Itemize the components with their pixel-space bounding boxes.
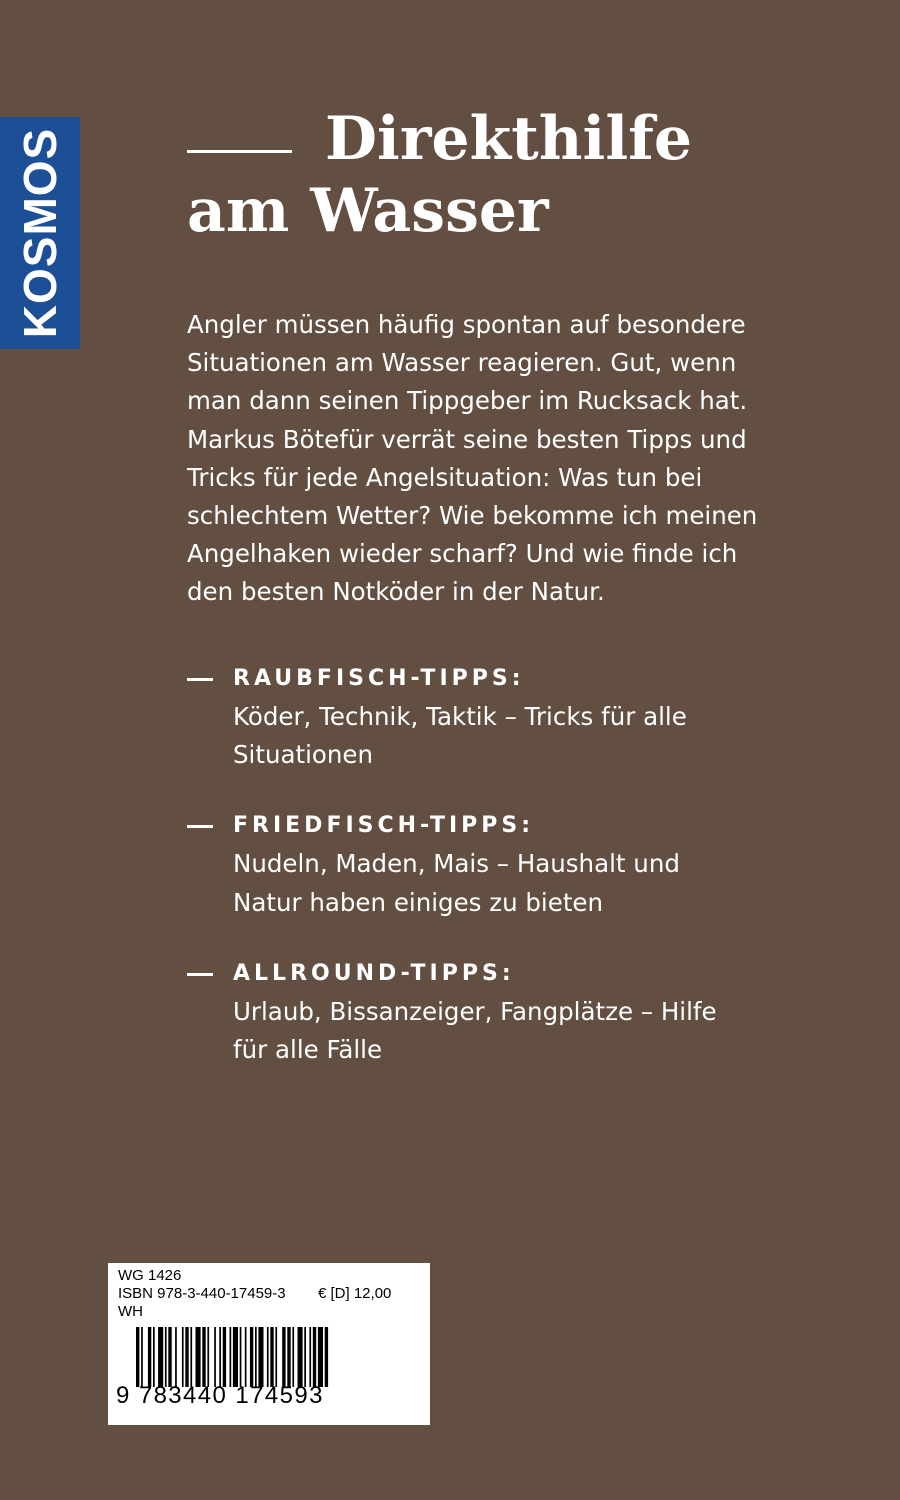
tip-dash xyxy=(187,678,213,681)
title-line-1: Direkthilfe xyxy=(325,104,693,174)
tip-text xyxy=(233,845,807,921)
tip-text-line: Köder, Technik, Taktik – Tricks für alle xyxy=(233,702,687,731)
tip-dash xyxy=(187,973,213,976)
blurb-line: Angelhaken wieder scharf? Und wie finde ich xyxy=(187,539,738,569)
barcode-digits: 9 783440 174593 xyxy=(116,1382,324,1409)
blurb-paragraph xyxy=(187,306,797,612)
tip-heading: RAUBFISCH-TIPPS: xyxy=(233,666,525,691)
tip-allround xyxy=(187,955,807,1069)
edition-code: WH xyxy=(118,1303,143,1320)
blurb-line: den besten Notköder in der Natur. xyxy=(187,577,605,607)
blurb-line: schlechtem Wetter? Wie bekomme ich meinen xyxy=(187,501,758,531)
title-line-2: am Wasser xyxy=(187,176,549,246)
blurb-line: Markus Bötefür verrät seine besten Tipps und xyxy=(187,424,747,454)
barcode-box xyxy=(108,1263,430,1425)
price: € [D] 12,00 xyxy=(318,1285,392,1302)
tip-raubfisch xyxy=(187,660,807,774)
tip-text xyxy=(233,993,807,1069)
tip-friedfisch xyxy=(187,807,807,921)
tip-text xyxy=(233,698,807,774)
cover-title xyxy=(187,103,807,247)
tip-text-line: Nudeln, Maden, Mais – Haushalt und xyxy=(233,849,680,879)
tips-list xyxy=(187,660,807,1102)
brand-logo-text: KOSMOS xyxy=(14,127,66,339)
tip-text-line: Natur haben einiges zu bieten xyxy=(233,887,604,917)
tip-dash xyxy=(187,825,213,828)
blurb-line: Angler müssen häufig spontan auf besondere xyxy=(187,310,746,339)
blurb-line: Tricks für jede Angelsituation: Was tun bei xyxy=(187,462,703,492)
isbn-number: ISBN 978-3-440-17459-3 xyxy=(118,1285,286,1302)
kosmos-logo-tab xyxy=(0,117,80,349)
tip-heading: FRIEDFISCH-TIPPS: xyxy=(233,813,535,839)
blurb-line: man dann seinen Tippgeber im Rucksack hat. xyxy=(187,386,748,416)
tip-heading: ALLROUND-TIPPS: xyxy=(233,960,515,986)
tip-text-line: Situationen xyxy=(233,740,374,770)
tip-text-line: für alle Fälle xyxy=(233,1035,383,1065)
blurb-line: Situationen am Wasser reagieren. Gut, wenn xyxy=(187,348,737,378)
website-url: kosmos.de xyxy=(396,1278,427,1410)
tip-text-line: Urlaub, Bissanzeiger, Fangplätze – Hilfe xyxy=(233,996,717,1026)
product-code: WG 1426 xyxy=(118,1267,182,1284)
